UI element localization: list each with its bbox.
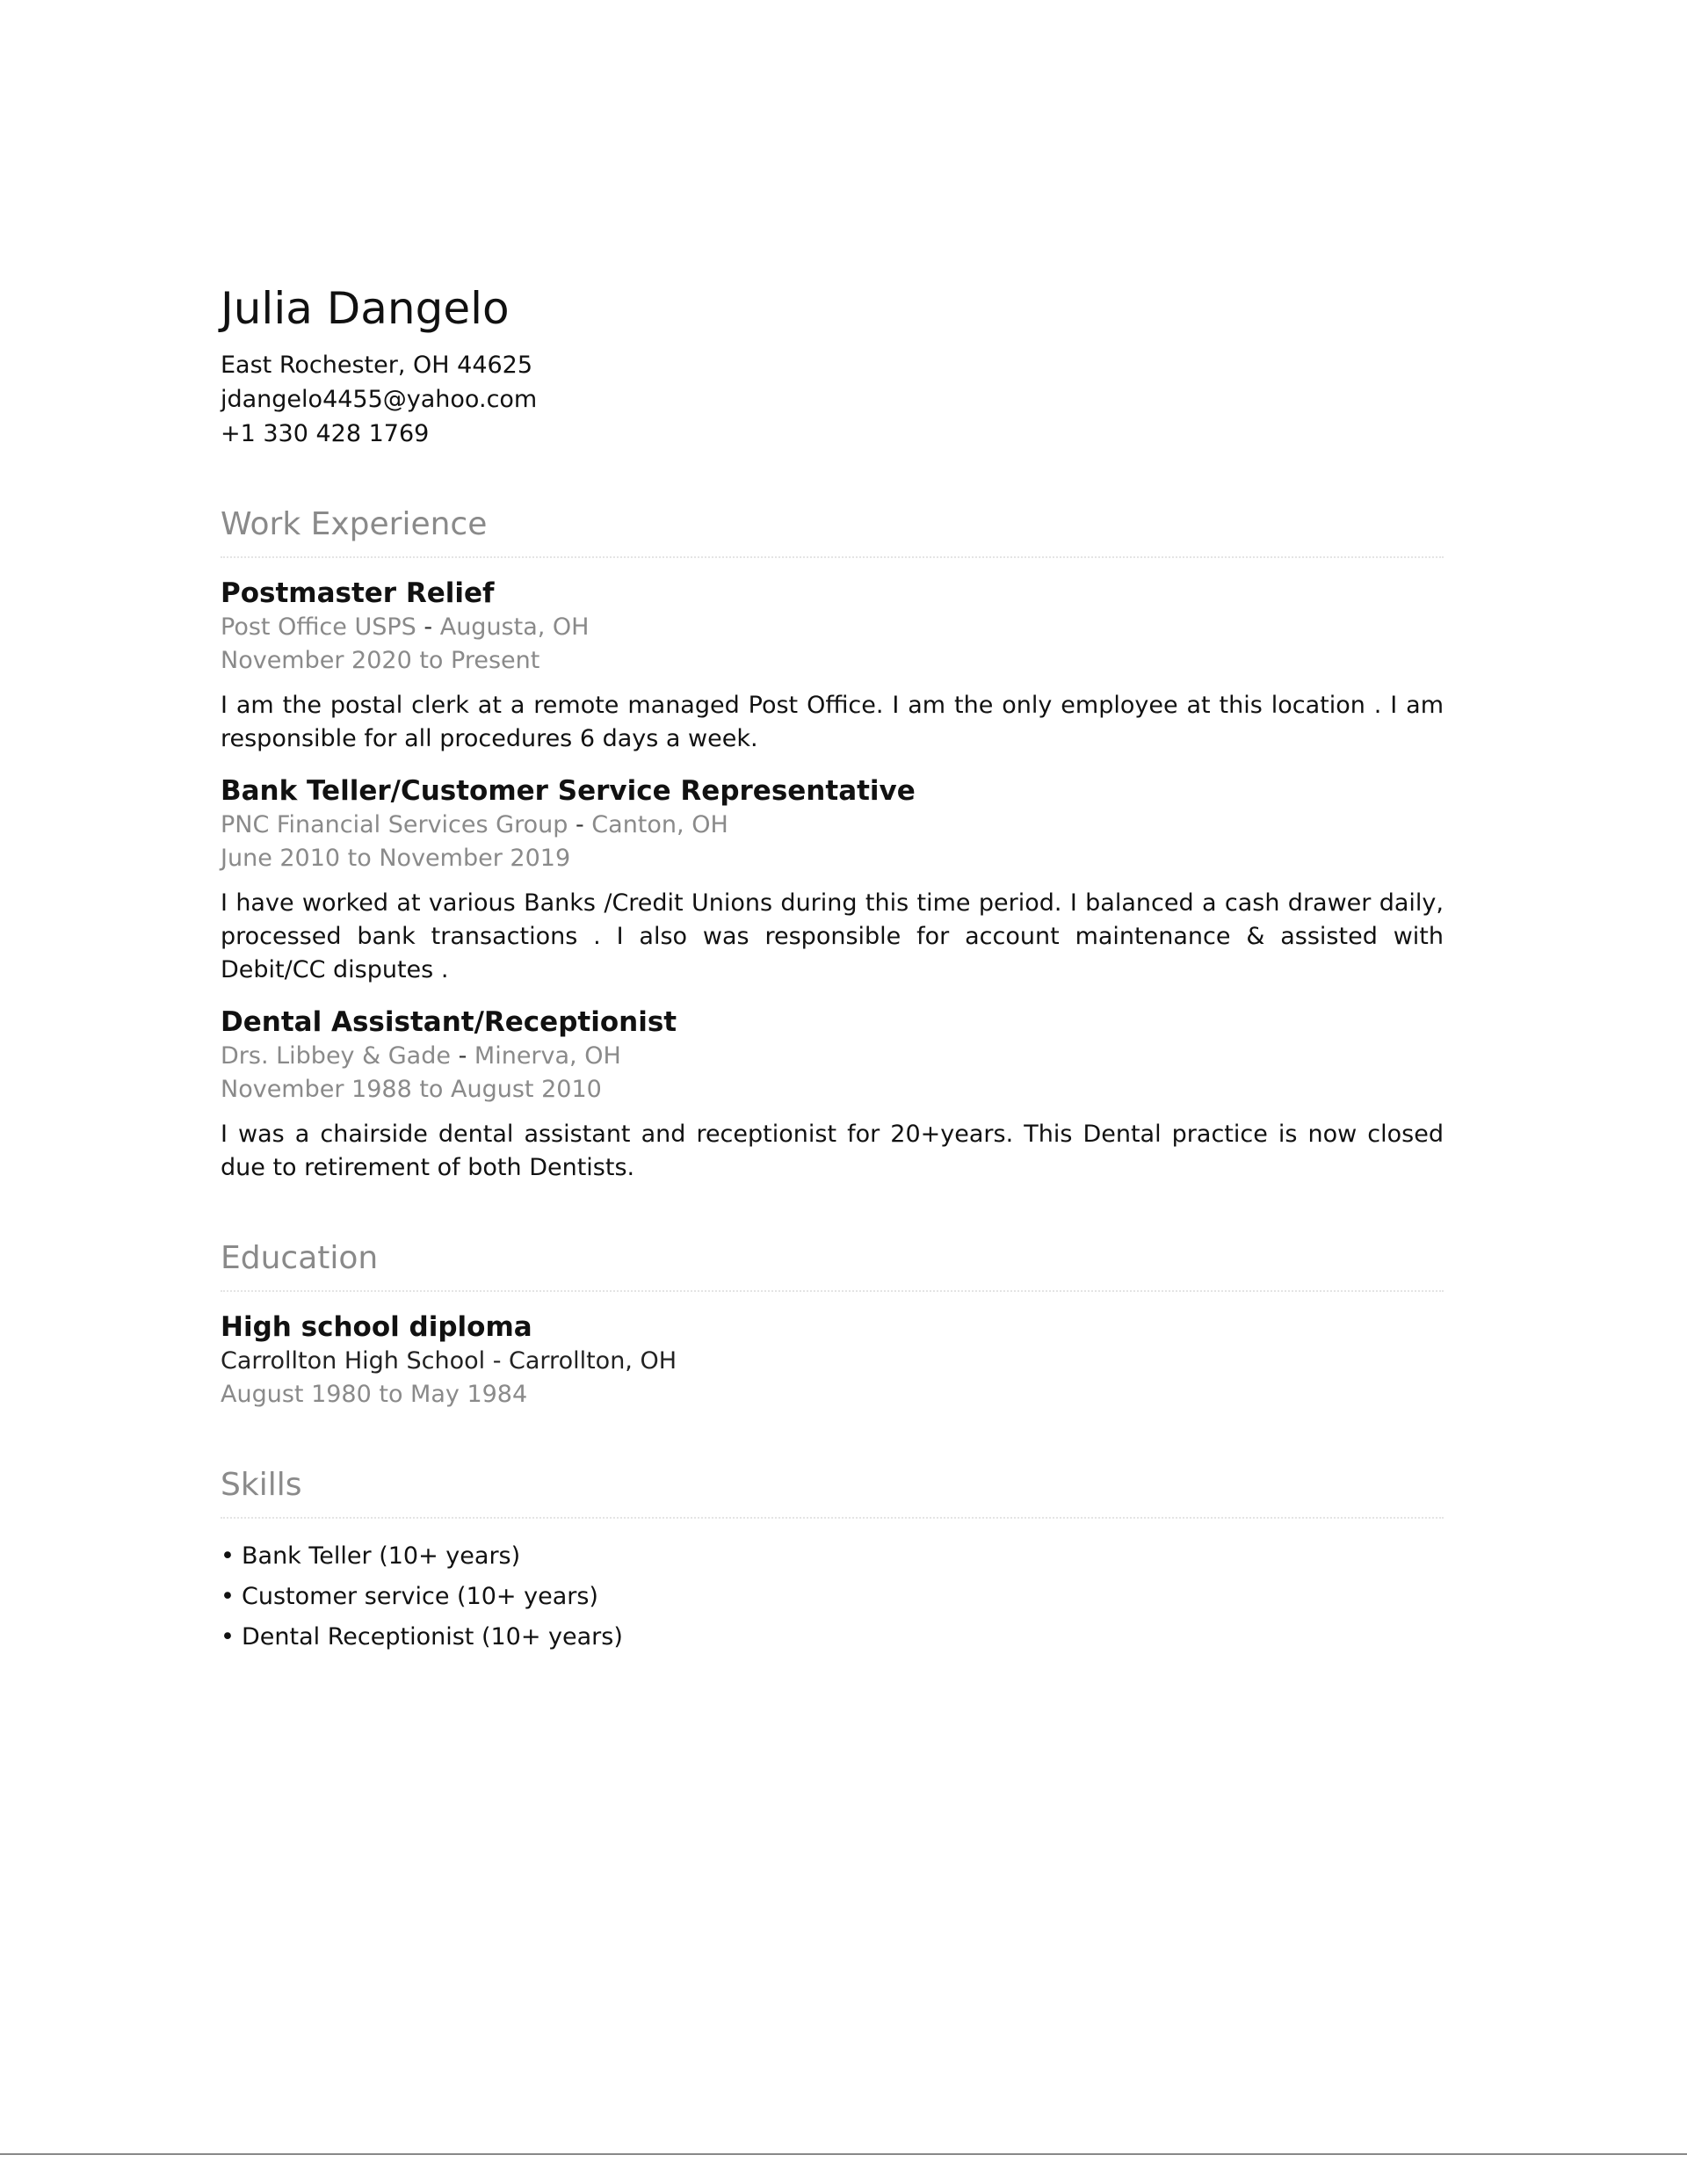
job-dates: November 1988 to August 2010 (221, 1076, 602, 1103)
job-location: Minerva, OH (474, 1042, 621, 1070)
bullet-icon: • (221, 1542, 235, 1570)
job-separator: - (416, 613, 440, 641)
job-entry (221, 773, 1444, 987)
skills-list (221, 1536, 1444, 1658)
job-location: Augusta, OH (439, 613, 590, 641)
skill-item (221, 1536, 1444, 1577)
job-location: Canton, OH (591, 811, 728, 838)
education-section (221, 1237, 1444, 1411)
work-experience-section (221, 504, 1444, 1185)
candidate-name: Julia Dangelo (221, 283, 510, 334)
job-dates: June 2010 to November 2019 (221, 845, 571, 872)
skill-label: Dental Receptionist (10+ years) (242, 1623, 623, 1651)
job-separator: - (450, 1042, 474, 1070)
scan-bottom-edge (0, 2153, 1687, 2155)
skill-item (221, 1617, 1444, 1658)
job-title: Postmaster Relief (221, 577, 495, 609)
job-company-line (221, 809, 1444, 842)
section-title-education: Education (221, 1240, 379, 1276)
section-divider (221, 1517, 1444, 1519)
job-company: Post Office USPS (221, 613, 416, 641)
skill-item (221, 1577, 1444, 1617)
contact-phone: +1 330 428 1769 (221, 420, 430, 447)
skill-label: Bank Teller (10+ years) (242, 1542, 521, 1570)
section-title-work: Work Experience (221, 506, 488, 542)
section-title-skills: Skills (221, 1467, 302, 1503)
education-degree: High school diploma (221, 1311, 532, 1343)
job-description: I was a chairside dental assistant and receptionist for 20+years. This Dental practice is now closed due to retirement of both Dentists. (221, 1121, 1444, 1181)
resume-header (221, 279, 1444, 451)
contact-email: jdangelo4455@yahoo.com (221, 386, 538, 413)
job-company-line (221, 611, 1444, 644)
section-divider (221, 556, 1444, 558)
skills-section (221, 1464, 1444, 1658)
job-title: Dental Assistant/Receptionist (221, 1006, 677, 1038)
section-divider (221, 1290, 1444, 1292)
job-dates: November 2020 to Present (221, 647, 540, 674)
contact-location: East Rochester, OH 44625 (221, 352, 533, 379)
job-description: I have worked at various Banks /Credit Unions during this time period. I balanced a cash drawer daily, processed bank transactions . I also was responsible for account maintenance & assisted with Debit/CC disputes . (221, 889, 1444, 983)
education-entry (221, 1310, 1444, 1411)
job-company: Drs. Libbey & Gade (221, 1042, 451, 1070)
job-company-line (221, 1040, 1444, 1073)
education-dates: August 1980 to May 1984 (221, 1381, 528, 1408)
job-separator: - (568, 811, 592, 838)
bullet-icon: • (221, 1623, 235, 1651)
job-description: I am the postal clerk at a remote managed Post Office. I am the only employee at this location . I am responsible for all procedures 6 days a week. (221, 692, 1444, 752)
job-company: PNC Financial Services Group (221, 811, 568, 838)
bullet-icon: • (221, 1583, 235, 1610)
job-entry (221, 576, 1444, 756)
skill-label: Customer service (10+ years) (242, 1583, 598, 1610)
resume-page (221, 279, 1444, 1658)
job-entry (221, 1005, 1444, 1185)
job-title: Bank Teller/Customer Service Representative (221, 775, 916, 807)
education-school: Carrollton High School - Carrollton, OH (221, 1347, 677, 1375)
